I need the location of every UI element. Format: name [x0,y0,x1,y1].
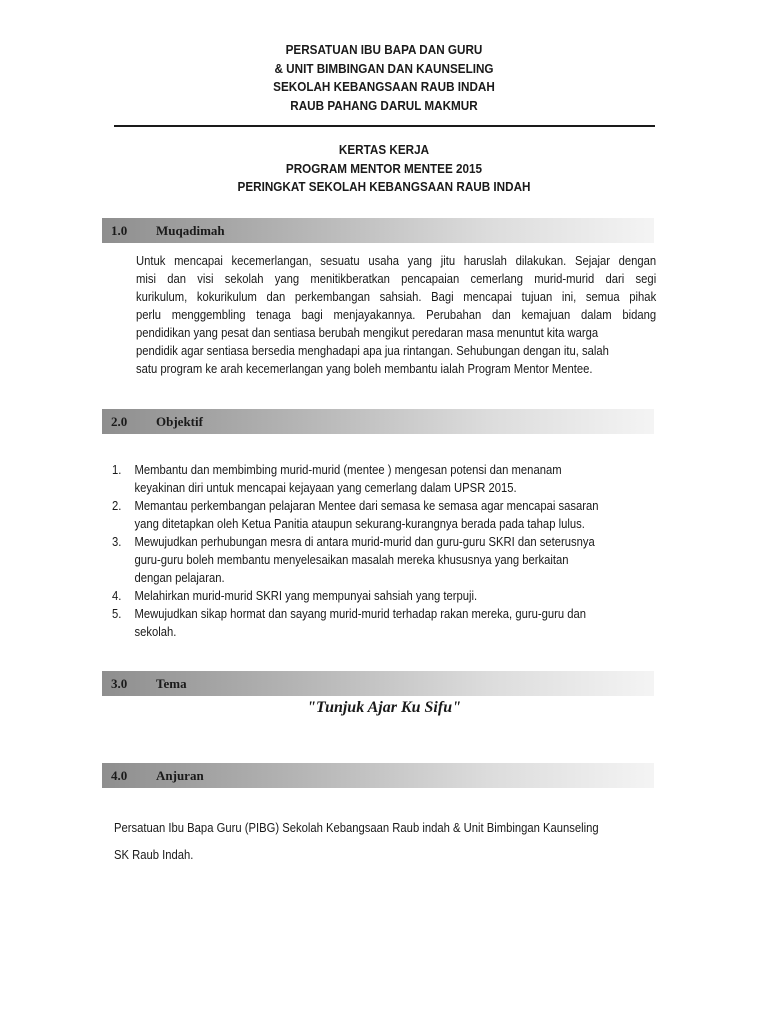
section-heading-anjuran [102,763,654,788]
list-item [112,605,599,641]
section-heading-tema [102,671,654,696]
document-title [38,141,729,197]
title-line: KERTAS KERJA [338,142,430,157]
theme-text: "Tunjuk Ajar Ku Sifu" [307,699,461,716]
section-number: 3.0 [111,676,128,691]
letterhead-line: SEKOLAH KEBANGSAAN RAUB INDAH [273,79,495,94]
letterhead-line: RAUB PAHANG DARUL MAKMUR [290,97,478,113]
letterhead [38,41,729,115]
section-label: Tema [156,676,187,691]
paragraph-line: satu program ke arah kecemerlangan yang boleh membantu ialah Program Mentor Mentee. [136,362,593,376]
section-number: 4.0 [111,768,128,783]
section-number: 1.0 [111,223,128,238]
title-line: PERINGKAT SEKOLAH KEBANGSAAN RAUB INDAH [237,179,531,194]
list-number: 3. [112,535,122,549]
list-number: 2. [112,499,122,513]
paragraph-line: misi dan visi sekolah yang menitikberatkan pencapaian cemerlang murid-murid dari segi [136,272,657,286]
title-line: PROGRAM MENTOR MENTEE 2015 [285,160,483,176]
letterhead-line: PERSATUAN IBU BAPA DAN GURU [285,42,483,57]
list-item [112,533,599,587]
paragraph-line: perlu menggembling tenaga bagi menjayakannya. Perubahan dan kemajuan dalam bidang [136,308,657,322]
list-item-text: Memantau perkembangan pelajaran Mentee dari semasa ke semasa agar mencapai sasaran [134,499,599,513]
muqadimah-paragraph [136,252,656,378]
list-item-text: Mewujudkan perhubungan mesra di antara murid-murid dan guru-guru SKRI dan seterusnya [134,535,595,549]
paragraph-line: pendidik agar sentiasa bersedia menghadapi apa jua rintangan. Sehubungan dengan itu, salah [136,344,609,358]
header-divider [114,125,655,127]
paragraph-line: pendidikan yang pesat dan sentiasa berubah mengikut peredaran masa menuntut kita warga [136,326,599,340]
section-label: Anjuran [156,768,204,783]
list-number: 1. [112,463,122,477]
section-heading-objektif [102,409,654,434]
list-item [112,461,599,497]
paragraph-line: Persatuan Ibu Bapa Guru (PIBG) Sekolah Kebangsaan Raub indah & Unit Bimbingan Kaunseling [114,821,599,835]
list-item-text: yang ditetapkan oleh Ketua Panitia ataupun sekurang-kurangnya berada pada tahap lulus. [134,517,585,531]
anjuran-paragraph [114,815,599,869]
list-item [112,497,599,533]
list-item-text: keyakinan diri untuk mencapai kejayaan yang cemerlang dalam UPSR 2015. [134,481,517,495]
list-number: 5. [112,607,122,621]
list-item-text: Melahirkan murid-murid SKRI yang mempunyai sahsiah yang terpuji. [134,589,478,603]
section-number: 2.0 [111,414,128,429]
list-item-text: Mewujudkan sikap hormat dan sayang murid-murid terhadap rakan mereka, guru-guru dan [134,607,586,621]
list-item-text: Membantu dan membimbing murid-murid (mentee ) mengesan potensi dan menanam [134,463,562,477]
list-item-text: guru-guru boleh membantu menyelesaikan masalah mereka khususnya yang berkaitan [134,553,569,567]
list-item-text: dengan pelajaran. [134,571,225,585]
section-label: Objektif [156,414,203,429]
objektif-list [112,461,599,641]
list-item-text: sekolah. [134,625,177,639]
section-label: Muqadimah [156,223,225,238]
letterhead-line: & UNIT BIMBINGAN DAN KAUNSELING [274,60,494,76]
paragraph-line: SK Raub Indah. [114,848,194,862]
list-number: 4. [112,589,122,603]
paragraph-line: Untuk mencapai kecemerlangan, sesuatu usaha yang jitu haruslah dilakukan. Sejajar dengan [136,254,657,268]
list-item [112,587,599,605]
paragraph-line: kurikulum, kokurikulum dan perkembangan sahsiah. Bagi mencapai tujuan ini, semua pihak [136,290,657,304]
section-heading-muqadimah [102,218,654,243]
